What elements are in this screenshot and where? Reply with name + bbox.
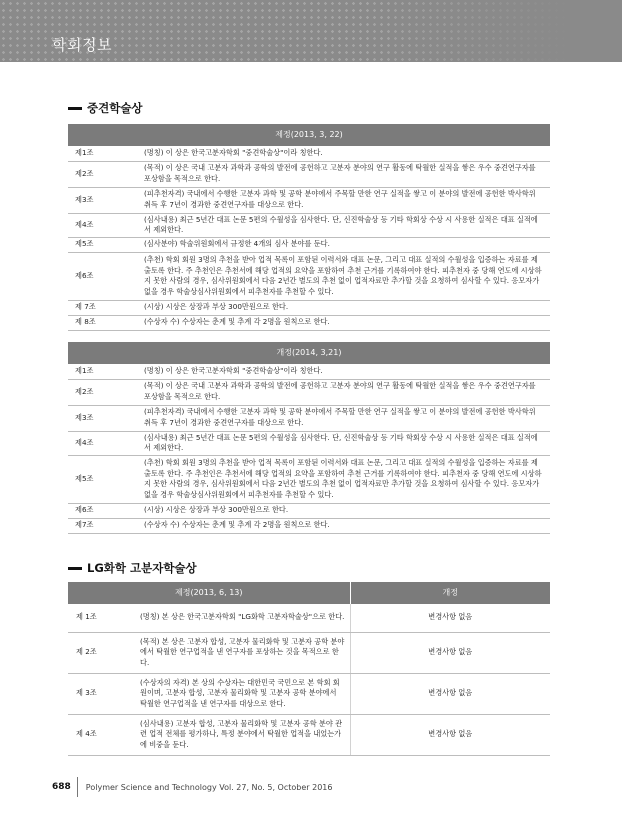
article-number: 제6조 — [68, 252, 144, 300]
table-row — [68, 632, 550, 673]
article-text: (명칭) 본 상은 한국고분자학회 "LG화학 고분자학술상"으로 한다. — [140, 604, 350, 632]
article-number: 제3조 — [68, 405, 144, 431]
article-number: 제3조 — [68, 187, 144, 213]
article-number: 제7조 — [68, 518, 144, 533]
award1-revised-table — [68, 342, 550, 534]
article-text: (심사내용) 최근 5년간 대표 논문 5편의 수월성을 심사한다. 단, 신진학술상 등 기타 학회상 수상 시 사용한 실적은 대표 실적에서 제외한다. — [144, 213, 550, 237]
page-footer — [52, 777, 332, 797]
article-text: (추천) 학회 회원 3명의 추천을 받아 업적 목록이 포함된 이력서와 대표 논문, 그리고 대표 실적의 수월성을 입증하는 자료를 제출토록 한다. 주 추천인은 추천서에 해당 업적의 요약을 포함하여 추천 근거를 기록하여야 한다. 피추천자 중 당해 연도에 시상하지 못한 사람의 경우, 심사위원회에서 다음 2년간 별도의 추천 없이 업적자료만 추가할 것을 요청하여 심사할 수 있다. 응모자가 없을 경우 학술상심사위원회에서 피추천자를 추천할 수 있다. — [144, 455, 550, 503]
table-row — [68, 405, 550, 431]
table-row — [68, 431, 550, 455]
article-number: 제1조 — [68, 146, 144, 161]
article-text: (수상자 수) 수상자는 춘계 및 추계 각 2명을 원칙으로 한다. — [144, 315, 550, 330]
table-row — [68, 237, 550, 252]
table-row — [68, 673, 550, 714]
table-row — [68, 161, 550, 187]
table-row — [68, 604, 550, 632]
article-text: (추천) 학회 회원 3명의 추천을 받아 업적 목록이 포함된 이력서와 대표 논문, 그리고 대표 실적의 수월성을 입증하는 자료를 제출토록 한다. 주 추천인은 추천서에 해당 업적의 요약을 포함하여 추천 근거를 기록하여야 한다. 피추천자 중 당해 연도에 시상하지 못한 사람의 경우, 심사위원회에서 다음 2년간 별도의 추천 없이 업적자료만 추가할 것을 요청하여 심사할 수 있다. 응모자가 없을 경우 학술상심사위원회에서 피추천자를 추천할 수 있다. — [144, 252, 550, 300]
award1-enacted-header: 제정(2013, 3, 22) — [68, 124, 550, 146]
article-number: 제5조 — [68, 455, 144, 503]
journal-citation: Polymer Science and Technology Vol. 27, No. 5, October 2016 — [85, 782, 333, 792]
table-row — [68, 364, 550, 379]
table-row — [68, 455, 550, 503]
award1-enacted-table — [68, 124, 550, 331]
heading-bar — [68, 567, 82, 570]
award2-enacted-header: 제정(2013, 6, 13) — [68, 582, 350, 604]
article-number: 제4조 — [68, 431, 144, 455]
footer-divider — [77, 777, 78, 797]
article-text: (시상) 시상은 상장과 부상 300만원으로 한다. — [144, 503, 550, 518]
article-text: (심사내용) 최근 5년간 대표 논문 5편의 수월성을 심사한다. 단, 신진학술상 등 기타 학회상 수상 시 사용한 실적은 대표 실적에서 제외한다. — [144, 431, 550, 455]
article-number: 제2조 — [68, 379, 144, 405]
table-row — [68, 187, 550, 213]
revision-note: 변경사항 없음 — [350, 673, 550, 714]
revision-note: 변경사항 없음 — [350, 714, 550, 755]
award1-revised-header: 개정(2014, 3,21) — [68, 342, 550, 364]
header-band — [0, 0, 622, 62]
award2-table — [68, 582, 550, 756]
award2-revised-header: 개정 — [350, 582, 550, 604]
article-number: 제 1조 — [68, 604, 140, 632]
article-number: 제4조 — [68, 213, 144, 237]
article-text: (목적) 이 상은 국내 고분자 과학과 공학의 발전에 공헌하고 고분자 분야의 연구 활동에 탁월한 실적을 쌓은 우수 중견연구자를 포상함을 목적으로 한다. — [144, 379, 550, 405]
article-number: 제 3조 — [68, 673, 140, 714]
article-text: (수상자 수) 수상자는 춘계 및 추계 각 2명을 원칙으로 한다. — [144, 518, 550, 533]
table-row — [68, 379, 550, 405]
table-row — [68, 714, 550, 755]
article-text: (피추천자격) 국내에서 수행한 고분자 과학 및 공학 분야에서 주목할 만한 연구 실적을 쌓고 이 분야의 발전에 공헌한 박사학위 취득 후 7년이 경과한 중견연구자를 대상으로 한다. — [144, 187, 550, 213]
section-title: 학회정보 — [52, 36, 112, 54]
article-number: 제1조 — [68, 364, 144, 379]
article-number: 제 8조 — [68, 315, 144, 330]
article-text: (심사분야) 학술위원회에서 규정한 4개의 심사 분야를 둔다. — [144, 237, 550, 252]
table-row — [68, 503, 550, 518]
article-number: 제5조 — [68, 237, 144, 252]
article-number: 제2조 — [68, 161, 144, 187]
article-text: (시상) 시상은 상장과 부상 300만원으로 한다. — [144, 300, 550, 315]
article-text: (목적) 이 상은 국내 고분자 과학과 공학의 발전에 공헌하고 고분자 분야의 연구 활동에 탁월한 실적을 쌓은 우수 중견연구자를 포상함을 목적으로 한다. — [144, 161, 550, 187]
article-text: (목적) 본 상은 고분자 합성, 고분자 물리화학 및 고분자 공학 분야에서 탁월한 연구업적을 낸 연구자를 포상하는 것을 목적으로 한다. — [140, 632, 350, 673]
article-number: 제 7조 — [68, 300, 144, 315]
table-row — [68, 300, 550, 315]
table-row — [68, 146, 550, 161]
article-number: 제 2조 — [68, 632, 140, 673]
award2-heading-text: LG화학 고분자학술상 — [87, 561, 197, 575]
article-text: (피추천자격) 국내에서 수행한 고분자 과학 및 공학 분야에서 주목할 만한 연구 실적을 쌓고 이 분야의 발전에 공헌한 박사학위 취득 후 7년이 경과한 중견연구자를 대상으로 한다. — [144, 405, 550, 431]
table-row — [68, 252, 550, 300]
article-number: 제 4조 — [68, 714, 140, 755]
article-text: (심사내용) 고분자 합성, 고분자 물리화학 및 고분자 공학 분야 관련 업적 전체를 평가하나, 특정 분야에서 탁월한 업적을 내었는가에 비중을 둔다. — [140, 714, 350, 755]
table-row — [68, 213, 550, 237]
header-band-fade — [362, 0, 622, 62]
award2-heading — [68, 560, 197, 576]
award1-heading — [68, 100, 143, 116]
heading-bar — [68, 107, 82, 110]
article-text: (수상자의 자격) 본 상의 수상자는 대한민국 국민으로 본 학회 회원이며, 고분자 합성, 고분자 물리화학 및 고분자 공학 분야에서 탁월한 연구업적을 낸 연구자를 대상으로 한다. — [140, 673, 350, 714]
revision-note: 변경사항 없음 — [350, 632, 550, 673]
award1-heading-text: 중견학술상 — [87, 101, 143, 115]
article-text: (명칭) 이 상은 한국고분자학회 "중견학술상"이라 칭한다. — [144, 364, 550, 379]
article-number: 제6조 — [68, 503, 144, 518]
table-row — [68, 315, 550, 330]
page-number: 688 — [52, 782, 71, 792]
table-row — [68, 518, 550, 533]
revision-note: 변경사항 없음 — [350, 604, 550, 632]
article-text: (명칭) 이 상은 한국고분자학회 "중견학술상"이라 칭한다. — [144, 146, 550, 161]
